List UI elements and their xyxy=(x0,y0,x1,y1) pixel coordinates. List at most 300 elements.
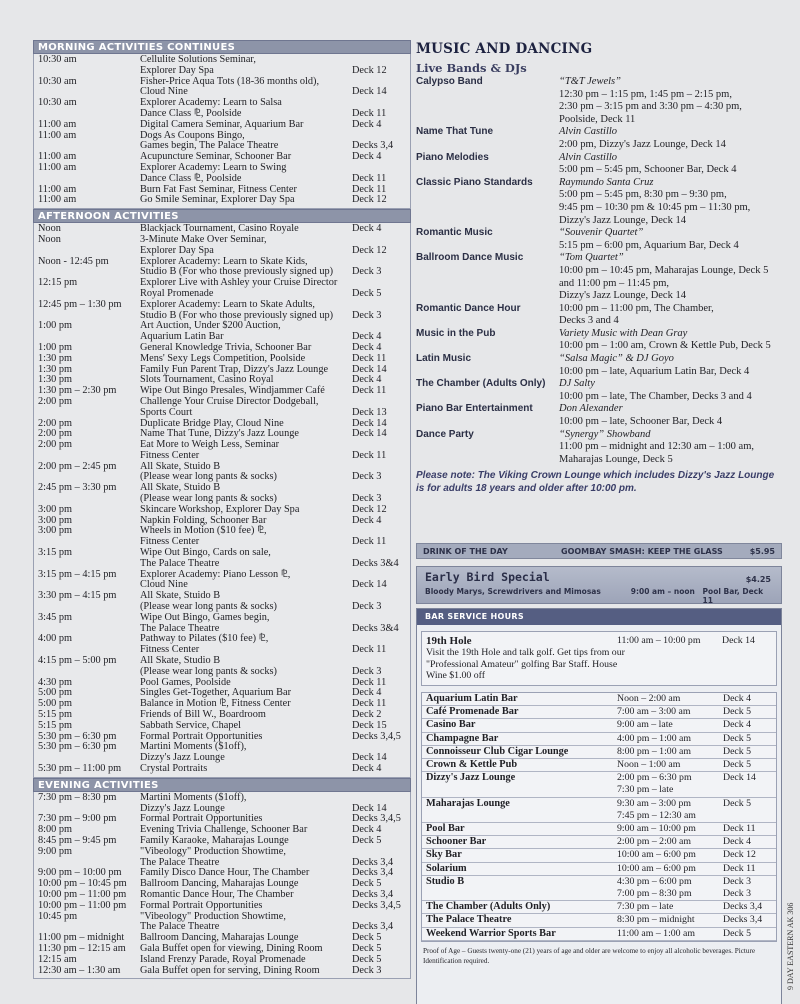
bar-name: Aquarium Latin Bar xyxy=(426,693,518,704)
music-row xyxy=(416,378,782,391)
activity-desc: Explorer Academy: Piano Lesson ⅊, xyxy=(140,568,291,580)
music-row xyxy=(416,315,782,328)
bar-service-box xyxy=(416,608,782,1004)
activity-time: 10:00 pm – 11:00 pm xyxy=(38,888,127,900)
activity-desc: Wheels in Motion ($10 fee) ⅊, xyxy=(140,525,267,537)
activity-row xyxy=(34,793,410,804)
bar-deck: Deck 4 xyxy=(723,693,752,704)
early-bird-place: Pool Bar, Deck 11 xyxy=(702,587,764,605)
bar-time: 2:00 pm – 2:00 am xyxy=(617,836,692,848)
activity-deck: Deck 5 xyxy=(352,942,382,954)
activity-time: 3:00 pm xyxy=(38,503,73,515)
bar-service-header: BAR SERVICE HOURS xyxy=(417,609,781,625)
evening-header: EVENING ACTIVITIES xyxy=(33,778,411,792)
activity-row xyxy=(34,120,410,131)
activity-time xyxy=(34,408,140,419)
activity-deck: Deck 12 xyxy=(352,194,387,206)
activity-row xyxy=(34,966,410,977)
nineteenth-hole-box xyxy=(421,631,777,686)
activity-time xyxy=(34,174,140,185)
music-detail: Poolside, Deck 11 xyxy=(559,113,636,125)
activity-desc: Family Disco Dance Hour, The Chamber xyxy=(140,867,310,879)
activity-deck: Decks 3,4 xyxy=(352,888,394,900)
activity-desc: Napkin Folding, Schooner Bar xyxy=(140,514,267,526)
music-row xyxy=(416,76,782,89)
music-detail: 2:00 pm, Dizzy's Jazz Lounge, Deck 14 xyxy=(559,138,726,150)
music-name xyxy=(416,290,559,303)
music-name: Calypso Band xyxy=(416,76,483,87)
activity-desc: Wipe Out Bingo, Games begin, xyxy=(140,611,270,623)
activity-deck: Deck 11 xyxy=(352,644,387,656)
activity-deck: Deck 3 xyxy=(352,665,382,677)
music-row xyxy=(416,366,782,379)
activity-desc: Art Auction, Under $200 Auction, xyxy=(140,320,281,332)
activity-desc: Crystal Portraits xyxy=(140,763,208,774)
bar-time: 4:30 pm – 6:00 pm 7:00 pm – 8:30 pm xyxy=(617,875,692,900)
activity-desc: "Vibeology" Production Showtime, xyxy=(140,910,286,922)
activity-desc: "Vibeology" Production Showtime, xyxy=(140,845,286,857)
music-row xyxy=(416,164,782,177)
activity-desc: Burn Fat Fast Seminar, Fitness Center xyxy=(140,183,297,195)
music-detail: 5:15 pm – 6:00 pm, Aquarium Bar, Deck 4 xyxy=(559,239,739,251)
music-row xyxy=(416,328,782,341)
activity-time: 3:00 pm xyxy=(38,514,73,526)
activity-time: 5:30 pm – 11:00 pm xyxy=(38,763,122,774)
music-detail: “Synergy” Showband xyxy=(559,428,651,440)
music-detail: 10:00 pm – 10:45 pm, Maharajas Lounge, Deck 5 xyxy=(559,264,769,276)
bar-row xyxy=(422,706,776,719)
music-name xyxy=(416,391,559,404)
activity-desc: Dogs As Coupons Bingo, xyxy=(140,129,245,141)
activity-deck: Deck 12 xyxy=(352,64,387,76)
music-name xyxy=(416,114,559,127)
proof-of-age: Proof of Age – Guests twenty-one (21) years of age and older are welcome to enjoy all alcoholic beverages. Picture Identification required. xyxy=(423,946,756,965)
activity-desc: Dance Class ⅊, Poolside xyxy=(140,107,242,119)
music-row xyxy=(416,101,782,114)
activity-desc: 3-Minute Make Over Seminar, xyxy=(140,233,267,245)
activity-desc: Explorer Academy: Learn to Skate Adults, xyxy=(140,298,316,310)
activity-desc: All Skate, Studio B xyxy=(140,655,221,667)
activity-desc: Explorer Academy: Learn to Swing xyxy=(140,161,287,173)
music-name xyxy=(416,454,559,467)
bar-time: 2:00 pm – 6:30 pm 7:30 pm – late xyxy=(617,772,692,796)
bar-row xyxy=(422,693,776,706)
activity-time: 3:15 pm – 4:15 pm xyxy=(38,568,117,580)
music-detail: 12:30 pm – 1:15 pm, 1:45 pm – 2:15 pm, xyxy=(559,88,732,100)
early-bird-time: 9:00 am – noon xyxy=(630,587,695,596)
activity-desc: Explorer Day Spa xyxy=(140,244,214,256)
bar-row xyxy=(422,863,776,876)
activity-desc: Mens' Sexy Legs Competition, Poolside xyxy=(140,352,306,364)
music-name: The Chamber (Adults Only) xyxy=(416,378,546,390)
activity-time: 11:00 am xyxy=(38,183,77,195)
activity-desc: Games begin, The Palace Theatre xyxy=(140,140,279,152)
music-name xyxy=(416,89,559,102)
activity-desc: All Skate, Stuido B xyxy=(140,590,221,602)
bar-name: Pool Bar xyxy=(426,823,465,835)
activity-time: 11:30 pm – 12:15 am xyxy=(38,942,126,954)
activity-time: 3:30 pm – 4:15 pm xyxy=(38,590,117,602)
music-column xyxy=(416,40,782,965)
music-row xyxy=(416,265,782,278)
activity-deck xyxy=(352,847,410,858)
bar-name: The Chamber (Adults Only) xyxy=(426,901,551,913)
music-row xyxy=(416,139,782,152)
music-name xyxy=(416,202,559,215)
activity-desc: Fitness Center xyxy=(140,644,200,656)
activity-desc: Singles Get-Together, Aquarium Bar xyxy=(140,687,291,699)
activity-row xyxy=(34,721,410,732)
activity-desc: Challenge Your Cruise Director Dodgeball, xyxy=(140,395,319,407)
bar-row xyxy=(422,914,776,927)
activity-time: 11:00 am xyxy=(38,129,77,141)
music-name: Ballroom Dance Music xyxy=(416,252,524,264)
activity-desc: Blackjack Tournament, Casino Royale xyxy=(140,223,299,235)
activity-desc: Wipe Out Bingo Presales, Windjammer Café xyxy=(140,385,325,397)
bar-deck: Deck 4 xyxy=(723,836,752,848)
music-name xyxy=(416,366,559,379)
activity-deck: Deck 4 xyxy=(352,514,382,526)
activity-row xyxy=(34,195,410,206)
activity-desc: Cloud Nine xyxy=(140,86,188,98)
activity-deck: Deck 11 xyxy=(352,698,387,710)
bar-deck: Deck 5 xyxy=(723,706,752,718)
activity-time: 10:00 pm – 11:00 pm xyxy=(38,899,127,911)
activity-deck: Deck 11 xyxy=(352,107,387,119)
bar-name: Dizzy's Jazz Lounge xyxy=(426,772,516,784)
activity-deck: Decks 3,4 xyxy=(352,921,394,933)
activity-time: 2:00 pm xyxy=(38,417,73,429)
activity-desc: Cloud Nine xyxy=(140,579,188,591)
activity-deck: Deck 4 xyxy=(352,824,382,836)
activity-row xyxy=(34,66,410,77)
music-name: Latin Music xyxy=(416,353,472,365)
bar-name: Schooner Bar xyxy=(426,836,487,848)
activity-time: 2:00 pm xyxy=(38,395,73,407)
music-name xyxy=(416,215,559,228)
activity-time: 10:30 am xyxy=(38,97,77,109)
activity-desc: (Please wear long pants & socks) xyxy=(140,601,277,613)
bar-hours-table xyxy=(421,692,777,942)
activity-desc: Island Frenzy Parade, Royal Promenade xyxy=(140,953,306,965)
activity-desc: (Please wear long pants & socks) xyxy=(140,665,277,677)
activity-row xyxy=(34,174,410,185)
music-row xyxy=(416,177,782,190)
activity-desc: The Palace Theatre xyxy=(140,856,220,868)
activity-deck: Decks 3,4,5 xyxy=(352,899,401,911)
bar-time: Noon – 1:00 am xyxy=(617,759,681,771)
music-name: Piano Melodies xyxy=(416,151,489,163)
bar-row xyxy=(422,759,776,772)
activity-deck: Deck 11 xyxy=(352,449,387,461)
activity-deck: Decks 3,4,5 xyxy=(352,813,401,825)
music-detail: 10:00 pm – 1:00 am, Crown & Kettle Pub, Deck 5 xyxy=(559,340,771,352)
activity-deck: Deck 3 xyxy=(352,601,382,613)
music-name xyxy=(416,139,559,152)
music-detail: Decks 3 and 4 xyxy=(559,315,619,327)
activity-time: 8:00 pm xyxy=(38,824,73,836)
activity-deck: Deck 4 xyxy=(352,118,382,130)
activity-desc: Pathway to Pilates ($10 fee) ⅊, xyxy=(140,633,269,645)
activity-deck: Deck 14 xyxy=(352,428,387,440)
bar-time: 7:30 pm – late xyxy=(617,901,674,913)
bar-row xyxy=(422,798,776,823)
bar-time: 4:00 pm – 1:00 am xyxy=(617,732,692,744)
activity-time: 11:00 am xyxy=(38,118,77,130)
music-detail: Variety Music with Dean Gray xyxy=(559,327,688,339)
music-detail: “Souvenir Quartet” xyxy=(559,227,644,239)
activity-desc: Ballroom Dancing, Maharajas Lounge xyxy=(140,932,299,944)
activity-deck: Deck 2 xyxy=(352,709,382,721)
music-name: Classic Piano Standards xyxy=(416,176,533,188)
activity-deck: Deck 4 xyxy=(352,374,382,386)
music-name: Romantic Music xyxy=(416,227,493,239)
hole-desc: Visit the 19th Hole and talk golf. Get tips from our "Professional Amateur" golfing Bar Staff. House Wine $1.00 off xyxy=(426,647,625,681)
activity-deck: Deck 11 xyxy=(352,172,387,184)
bar-time: 9:30 am – 3:00 pm 7:45 pm – 12:30 am xyxy=(617,797,696,821)
activity-deck: Deck 11 xyxy=(352,676,387,688)
music-row xyxy=(416,152,782,165)
activity-time: 11:00 pm – midnight xyxy=(38,932,125,944)
music-row xyxy=(416,240,782,253)
music-detail: Alvin Castillo xyxy=(559,151,618,163)
activity-desc: Duplicate Bridge Play, Cloud Nine xyxy=(140,417,284,429)
bar-row xyxy=(422,849,776,862)
activity-desc: Formal Portrait Opportunities xyxy=(140,730,263,742)
drink-of-day-banner xyxy=(416,543,782,559)
music-row xyxy=(416,202,782,215)
activity-time: 5:00 pm xyxy=(38,698,73,710)
music-name: Music in the Pub xyxy=(416,327,496,339)
music-name xyxy=(416,416,559,429)
music-row xyxy=(416,391,782,404)
activity-row xyxy=(34,408,410,419)
music-row xyxy=(416,340,782,353)
activity-desc: Aquarium Latin Bar xyxy=(140,331,224,343)
bar-row xyxy=(422,719,776,732)
music-list xyxy=(416,76,782,466)
bar-time: 9:00 am – 10:00 pm xyxy=(617,823,696,835)
music-detail: 5:00 pm – 5:45 pm, Schooner Bar, Deck 4 xyxy=(559,164,737,176)
activity-deck: Deck 4 xyxy=(352,223,382,235)
activity-deck: Deck 14 xyxy=(352,86,387,98)
activity-deck: Deck 3 xyxy=(352,309,382,321)
bar-time: 10:00 am – 6:00 pm xyxy=(617,849,696,861)
activity-deck: Deck 12 xyxy=(352,503,387,515)
activity-desc: Go Smile Seminar, Explorer Day Spa xyxy=(140,194,295,206)
activity-desc: Family Karaoke, Maharajas Lounge xyxy=(140,834,289,846)
activity-desc: Family Fun Parent Trap, Dizzy's Jazz Lounge xyxy=(140,363,329,375)
bar-deck: Deck 5 xyxy=(723,759,752,771)
activity-time: 1:30 pm – 2:30 pm xyxy=(38,385,117,397)
activity-deck: Deck 3 xyxy=(352,964,382,976)
activity-time: 8:45 pm – 9:45 pm xyxy=(38,834,117,846)
bar-name: Solarium xyxy=(426,862,467,874)
activity-deck: Deck 14 xyxy=(352,417,387,429)
activity-desc: Dizzy's Jazz Lounge xyxy=(140,802,225,814)
music-row xyxy=(416,403,782,416)
activity-deck: Deck 11 xyxy=(352,183,387,195)
music-detail: Maharajas Lounge, Deck 5 xyxy=(559,453,673,465)
activity-deck: Deck 5 xyxy=(352,953,382,965)
drink-price: $5.95 xyxy=(749,546,775,556)
hole-time: 11:00 am – 10:00 pm xyxy=(617,635,701,646)
music-detail: and 11:00 pm – 11:45 pm, xyxy=(559,277,670,289)
music-row xyxy=(416,278,782,291)
music-detail: Dizzy's Jazz Lounge, Deck 14 xyxy=(559,290,686,302)
bar-name: Champagne Bar xyxy=(426,732,499,744)
music-name xyxy=(416,315,559,328)
activity-deck: Deck 5 xyxy=(352,878,382,890)
activity-desc: Name That Tune, Dizzy's Jazz Lounge xyxy=(140,428,299,440)
activity-time xyxy=(34,246,140,257)
music-name xyxy=(416,164,559,177)
activity-deck: Deck 14 xyxy=(352,579,387,591)
activity-time: 5:00 pm xyxy=(38,687,73,699)
drink-name: GOOMBAY SMASH: KEEP THE GLASS xyxy=(561,546,723,556)
activity-time: Noon xyxy=(38,223,61,235)
activity-time: 10:30 am xyxy=(38,75,77,87)
bar-row xyxy=(422,772,776,797)
bar-name: Connoisseur Club Cigar Lounge xyxy=(426,745,569,757)
activity-desc: Fitness Center xyxy=(140,449,200,461)
music-detail: “Tom Quartet” xyxy=(559,252,624,264)
activity-time: 11:00 am xyxy=(38,151,77,163)
activities-column xyxy=(33,40,411,979)
music-row xyxy=(416,189,782,202)
activity-time: 4:15 pm – 5:00 pm xyxy=(38,655,117,667)
activity-time: 5:30 pm – 6:30 pm xyxy=(38,741,117,753)
activity-deck: Deck 4 xyxy=(352,151,382,163)
bar-deck: Decks 3,4 xyxy=(723,901,763,913)
activity-desc: Romantic Dance Hour, The Chamber xyxy=(140,888,294,900)
morning-list xyxy=(33,54,411,209)
activity-desc: Sports Court xyxy=(140,406,193,418)
activity-desc: Studio B (For who those previously signed up) xyxy=(140,266,334,278)
activity-row xyxy=(34,246,410,257)
music-detail: 2:30 pm – 3:15 pm and 3:30 pm – 4:30 pm, xyxy=(559,101,742,113)
activity-time: 4:00 pm xyxy=(38,633,73,645)
activity-desc: Eat More to Weigh Less, Seminar xyxy=(140,439,280,451)
activity-desc: Sabbath Service, Chapel xyxy=(140,719,241,731)
music-detail: 10:00 pm – late, Aquarium Latin Bar, Deck 4 xyxy=(559,365,750,377)
music-detail: DJ Salty xyxy=(559,378,595,390)
hole-deck: Deck 14 xyxy=(722,635,755,646)
activity-desc: Fisher-Price Aqua Tots (18-36 months old), xyxy=(140,75,320,87)
afternoon-header: AFTERNOON ACTIVITIES xyxy=(33,209,411,223)
activity-desc: Acupuncture Seminar, Schooner Bar xyxy=(140,151,292,163)
page-code: 9 DAY EASTERN AK 306 xyxy=(786,902,795,990)
bar-name: Café Promenade Bar xyxy=(426,706,519,718)
activity-desc: Explorer Academy: Learn to Salsa xyxy=(140,97,282,109)
bar-time: 11:00 am – 1:00 am xyxy=(617,927,696,939)
early-bird-price: $4.25 xyxy=(745,575,771,584)
activity-deck: Deck 14 xyxy=(352,752,387,764)
activity-desc: All Skate, Stuido B xyxy=(140,460,221,472)
activity-deck: Deck 5 xyxy=(352,287,382,299)
bar-time: 9:00 am – late xyxy=(617,719,673,731)
activity-row xyxy=(34,300,410,311)
activity-time: Noon xyxy=(38,233,61,245)
bar-row xyxy=(422,901,776,914)
early-bird-banner xyxy=(416,566,782,604)
activity-desc: (Please wear long pants & socks) xyxy=(140,471,277,483)
early-bird-title: Early Bird Special xyxy=(425,570,550,584)
bar-row xyxy=(422,746,776,759)
music-title: MUSIC AND DANCING xyxy=(416,41,593,57)
activity-desc: Dizzy's Jazz Lounge xyxy=(140,752,225,764)
activity-desc: Martini Moments ($1off), xyxy=(140,791,247,803)
music-detail: 11:00 pm – midnight and 12:30 am – 1:00 am, xyxy=(559,441,755,453)
activity-desc: Pool Games, Poolside xyxy=(140,676,231,688)
music-row xyxy=(416,454,782,467)
music-detail: 9:45 pm – 10:30 pm & 10:45 pm – 11:30 pm, xyxy=(559,201,751,213)
music-row xyxy=(416,303,782,316)
activity-time: 7:30 pm – 9:00 pm xyxy=(38,813,117,825)
activity-deck: Deck 4 xyxy=(352,763,382,774)
activity-time xyxy=(34,667,140,678)
activity-deck: Deck 11 xyxy=(352,352,387,364)
music-row xyxy=(416,416,782,429)
activity-desc: The Palace Theatre xyxy=(140,557,220,569)
activity-time: 4:30 pm xyxy=(38,676,73,688)
activity-desc: Cellulite Solutions Seminar, xyxy=(140,54,256,65)
activity-deck: Decks 3,4,5 xyxy=(352,730,401,742)
bar-row xyxy=(422,733,776,746)
activity-desc: Formal Portrait Opportunities xyxy=(140,813,263,825)
activity-time: 10:45 pm xyxy=(38,910,78,922)
early-bird-items: Bloody Marys, Screwdrivers and Mimosas xyxy=(425,587,601,596)
bar-name: The Palace Theatre xyxy=(426,914,512,926)
activity-time: 3:00 pm xyxy=(38,525,73,537)
activity-desc: The Palace Theatre xyxy=(140,921,220,933)
music-name xyxy=(416,441,559,454)
music-row xyxy=(416,227,782,240)
music-name xyxy=(416,189,559,202)
bar-time: 10:00 am – 6:00 pm xyxy=(617,862,696,874)
activity-row xyxy=(34,667,410,678)
activity-desc: Explorer Day Spa xyxy=(140,64,214,76)
activity-deck: Decks 3&4 xyxy=(352,557,399,569)
music-detail: “Salsa Magic” & DJ Goyo xyxy=(559,353,674,365)
activity-desc: Gala Buffet open for viewing, Dining Room xyxy=(140,942,323,954)
bar-name: Sky Bar xyxy=(426,849,462,861)
music-row xyxy=(416,353,782,366)
afternoon-list xyxy=(33,223,411,778)
activity-time: 3:15 pm xyxy=(38,547,73,559)
activity-desc: Skincare Workshop, Explorer Day Spa xyxy=(140,503,300,515)
bar-name: Weekend Warrior Sports Bar xyxy=(426,927,556,939)
music-name: Piano Bar Entertainment xyxy=(416,403,533,415)
music-detail: Alvin Castillo xyxy=(559,126,618,138)
bar-name: Casino Bar xyxy=(426,719,476,731)
activity-desc: The Palace Theatre xyxy=(140,622,220,634)
bar-row xyxy=(422,823,776,836)
activity-desc: Martini Moments ($1off), xyxy=(140,741,247,753)
music-detail: Dizzy's Jazz Lounge, Deck 14 xyxy=(559,214,686,226)
activity-deck: Deck 14 xyxy=(352,363,387,375)
activity-desc: All Skate, Stuido B xyxy=(140,482,221,494)
activity-deck: Deck 3 xyxy=(352,266,382,278)
activity-desc: Explorer Live with Ashley your Cruise Director xyxy=(140,277,338,289)
activity-time: 7:30 pm – 8:30 pm xyxy=(38,791,117,803)
bar-deck: Deck 4 xyxy=(723,719,752,731)
music-detail: 10:00 pm – late, The Chamber, Decks 3 and 4 xyxy=(559,390,752,402)
activity-row xyxy=(34,354,410,365)
activity-deck: Deck 4 xyxy=(352,341,382,353)
activity-deck xyxy=(352,300,410,311)
activity-time xyxy=(34,66,140,77)
